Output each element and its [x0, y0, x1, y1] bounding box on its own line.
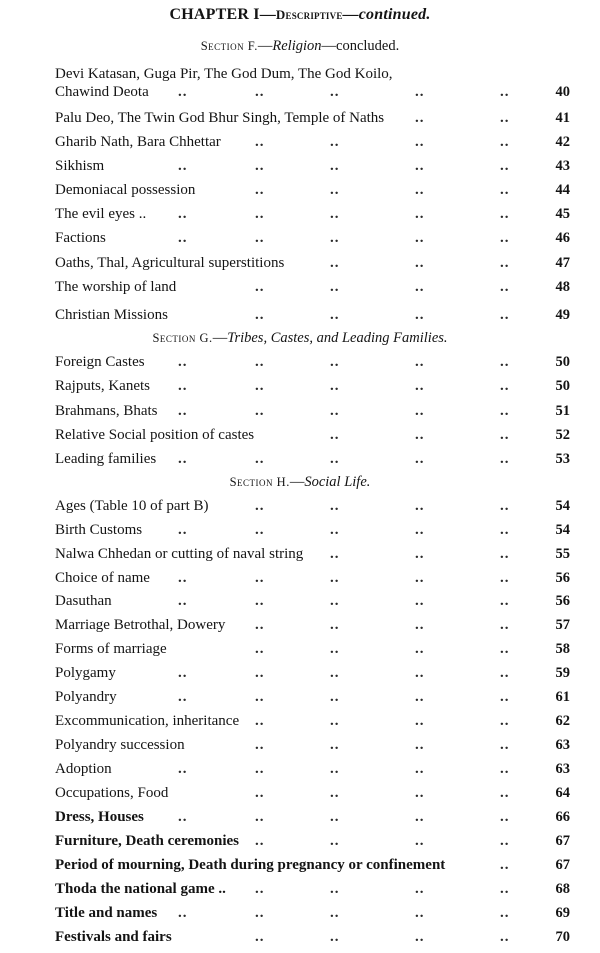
- leader-dots: ..: [415, 206, 425, 222]
- leader-dots: ..: [255, 833, 265, 849]
- toc-entry: [55, 833, 570, 855]
- leader-dots: ..: [500, 378, 510, 394]
- leader-dots: ..: [330, 737, 340, 753]
- leader-dots: ..: [415, 158, 425, 174]
- leader-dots: ..: [415, 761, 425, 777]
- toc-entry-page: 42: [555, 134, 570, 150]
- leader-dots: ..: [500, 593, 510, 609]
- toc-entry-title: Thoda the national game ..: [55, 881, 226, 897]
- toc-entry-title: Dress, Houses: [55, 809, 144, 825]
- leader-dots: ..: [415, 905, 425, 921]
- leader-dots: ..: [330, 255, 340, 271]
- leader-dots: ..: [255, 134, 265, 150]
- leader-dots: ..: [255, 378, 265, 394]
- leader-dots: ..: [255, 737, 265, 753]
- leader-dots: ..: [255, 713, 265, 729]
- leader-dots: ..: [330, 498, 340, 514]
- leader-dots: ..: [255, 929, 265, 945]
- leader-dots: ..: [415, 498, 425, 514]
- leader-dots: ..: [415, 255, 425, 271]
- toc-entry: [55, 403, 570, 425]
- toc-entry-title: Demoniacal possession: [55, 182, 196, 198]
- leader-dots: ..: [255, 665, 265, 681]
- leader-dots: ..: [255, 522, 265, 538]
- leader-dots: ..: [330, 522, 340, 538]
- toc-entry-page: 50: [555, 378, 570, 394]
- toc-entry-page: 49: [555, 307, 570, 323]
- leader-dots: ..: [330, 713, 340, 729]
- section-label: Section F.: [200, 39, 258, 53]
- toc-entry: [55, 230, 570, 252]
- chapter-heading: CHAPTER I—Descriptive—continued.: [169, 6, 431, 23]
- toc-entry-page: 44: [555, 182, 570, 198]
- toc-entry-title: Foreign Castes: [55, 354, 145, 370]
- toc-entry-page: 48: [555, 279, 570, 295]
- leader-dots: ..: [500, 255, 510, 271]
- leader-dots: ..: [500, 134, 510, 150]
- leader-dots: ..: [178, 378, 188, 394]
- leader-dots: ..: [500, 881, 510, 897]
- toc-entry-title: Period of mourning, Death during pregnancy or confinement: [55, 857, 446, 873]
- leader-dots: ..: [330, 665, 340, 681]
- toc-entry-title-continued: Chawind Deota: [55, 84, 149, 100]
- chapter-prefix: CHAPTER I: [169, 6, 260, 23]
- leader-dots: ..: [178, 84, 188, 100]
- toc-entry: [55, 427, 570, 449]
- section-title: Tribes, Castes, and Leading Families.: [227, 330, 448, 346]
- leader-dots: ..: [178, 593, 188, 609]
- toc-entry-title: Oaths, Thal, Agricultural superstitions: [55, 255, 285, 271]
- toc-entry-title: Gharib Nath, Bara Chhettar: [55, 134, 221, 150]
- toc-entry-page: 69: [555, 905, 570, 921]
- leader-dots: ..: [500, 929, 510, 945]
- toc-entry-page: 40: [555, 84, 570, 100]
- chapter-name: Descriptive: [275, 7, 343, 22]
- section-heading: Section F.—Religion—concluded.: [200, 38, 400, 54]
- leader-dots: ..: [500, 809, 510, 825]
- toc-entry-page: 55: [555, 546, 570, 562]
- toc-entry: [55, 881, 570, 903]
- leader-dots: ..: [500, 84, 510, 100]
- leader-dots: ..: [500, 230, 510, 246]
- toc-entry-page: 51: [555, 403, 570, 419]
- toc-entry-page: 56: [555, 593, 570, 609]
- toc-entry: [55, 617, 570, 639]
- toc-entry-title: The worship of land: [55, 279, 177, 295]
- leader-dots: ..: [178, 905, 188, 921]
- leader-dots: ..: [500, 110, 510, 126]
- leader-dots: ..: [178, 570, 188, 586]
- leader-dots: ..: [500, 785, 510, 801]
- leader-dots: ..: [255, 158, 265, 174]
- leader-dots: ..: [255, 403, 265, 419]
- toc-entry-title: Furniture, Death ceremonies: [55, 833, 239, 849]
- leader-dots: ..: [500, 158, 510, 174]
- leader-dots: ..: [255, 761, 265, 777]
- toc-entry-page: 67: [555, 833, 570, 849]
- toc-entry: [55, 378, 570, 400]
- leader-dots: ..: [178, 689, 188, 705]
- toc-entry-page: 61: [555, 689, 570, 705]
- toc-entry-title: Forms of marriage: [55, 641, 167, 657]
- toc-entry-page: 56: [555, 570, 570, 586]
- toc-entry: [55, 737, 570, 759]
- toc-entry-title: Christian Missions: [55, 307, 168, 323]
- leader-dots: ..: [500, 665, 510, 681]
- leader-dots: ..: [500, 403, 510, 419]
- leader-dots: ..: [178, 665, 188, 681]
- toc-entry-page: 68: [555, 881, 570, 897]
- toc-entry: [55, 134, 570, 156]
- leader-dots: ..: [415, 593, 425, 609]
- leader-dots: ..: [500, 427, 510, 443]
- toc-entry-title: Occupations, Food: [55, 785, 169, 801]
- leader-dots: ..: [255, 230, 265, 246]
- leader-dots: ..: [500, 737, 510, 753]
- toc-entry-page: 70: [555, 929, 570, 945]
- leader-dots: ..: [255, 641, 265, 657]
- toc-entry-page: 41: [555, 110, 570, 126]
- toc-entry-title: Marriage Betrothal, Dowery: [55, 617, 226, 633]
- toc-entry-title: Relative Social position of castes: [55, 427, 255, 443]
- leader-dots: ..: [415, 809, 425, 825]
- toc-entry-page: 57: [555, 617, 570, 633]
- leader-dots: ..: [178, 206, 188, 222]
- toc-entry-page: 59: [555, 665, 570, 681]
- leader-dots: ..: [415, 354, 425, 370]
- leader-dots: ..: [330, 158, 340, 174]
- leader-dots: ..: [415, 378, 425, 394]
- leader-dots: ..: [415, 546, 425, 562]
- leader-dots: ..: [255, 689, 265, 705]
- leader-dots: ..: [415, 833, 425, 849]
- toc-entry: [55, 857, 570, 879]
- leader-dots: ..: [330, 689, 340, 705]
- leader-dots: ..: [500, 689, 510, 705]
- toc-entry-title: Polyandry succession: [55, 737, 185, 753]
- section-title: Religion: [272, 38, 322, 54]
- toc-entry: [55, 522, 570, 544]
- toc-entry: [55, 929, 570, 951]
- leader-dots: ..: [415, 522, 425, 538]
- leader-dots: ..: [255, 307, 265, 323]
- toc-entry-page: 67: [555, 857, 570, 873]
- toc-entry-page: 63: [555, 761, 570, 777]
- leader-dots: ..: [330, 570, 340, 586]
- leader-dots: ..: [415, 230, 425, 246]
- toc-entry: [55, 206, 570, 228]
- leader-dots: ..: [178, 451, 188, 467]
- toc-entry: [55, 110, 570, 132]
- leader-dots: ..: [330, 206, 340, 222]
- section-title: Social Life.: [304, 474, 371, 490]
- toc-entry: [55, 255, 570, 277]
- leader-dots: ..: [500, 570, 510, 586]
- toc-entry: [55, 905, 570, 927]
- leader-dots: ..: [500, 857, 510, 873]
- toc-entry: [55, 158, 570, 180]
- toc-entry-title: Title and names: [55, 905, 158, 921]
- leader-dots: ..: [255, 785, 265, 801]
- leader-dots: ..: [330, 403, 340, 419]
- leader-dots: ..: [500, 206, 510, 222]
- toc-entry-page: 54: [555, 522, 570, 538]
- leader-dots: ..: [500, 833, 510, 849]
- toc-entry-page: 50: [555, 354, 570, 370]
- section-label: Section H.: [229, 475, 290, 489]
- toc-entry-title: Festivals and fairs: [55, 929, 172, 945]
- leader-dots: ..: [415, 617, 425, 633]
- leader-dots: ..: [415, 570, 425, 586]
- toc-entry-page: 45: [555, 206, 570, 222]
- toc-entry-page: 52: [555, 427, 570, 443]
- leader-dots: ..: [255, 84, 265, 100]
- leader-dots: ..: [500, 279, 510, 295]
- leader-dots: ..: [330, 134, 340, 150]
- leader-dots: ..: [415, 427, 425, 443]
- leader-dots: ..: [255, 451, 265, 467]
- toc-entry: [55, 570, 570, 592]
- toc-entry-title: Rajputs, Kanets: [55, 378, 150, 394]
- toc-entry: [55, 182, 570, 204]
- leader-dots: ..: [255, 809, 265, 825]
- leader-dots: ..: [330, 593, 340, 609]
- leader-dots: ..: [500, 546, 510, 562]
- leader-dots: ..: [500, 522, 510, 538]
- toc-entry: [55, 451, 570, 473]
- leader-dots: ..: [330, 84, 340, 100]
- toc-entry: [55, 809, 570, 831]
- toc-entry-title: Leading families: [55, 451, 157, 467]
- leader-dots: ..: [255, 881, 265, 897]
- leader-dots: ..: [255, 905, 265, 921]
- leader-dots: ..: [415, 713, 425, 729]
- toc-entry-page: 58: [555, 641, 570, 657]
- leader-dots: ..: [500, 307, 510, 323]
- leader-dots: ..: [255, 617, 265, 633]
- leader-dots: ..: [255, 593, 265, 609]
- leader-dots: ..: [415, 182, 425, 198]
- toc-entry: [55, 593, 570, 615]
- leader-dots: ..: [255, 206, 265, 222]
- leader-dots: ..: [330, 279, 340, 295]
- leader-dots: ..: [415, 737, 425, 753]
- toc-entry-title: Devi Katasan, Guga Pir, The God Dum, The God Koilo,: [55, 66, 393, 82]
- toc-entry-title: Adoption: [55, 761, 112, 777]
- leader-dots: ..: [415, 451, 425, 467]
- leader-dots: ..: [178, 809, 188, 825]
- leader-dots: ..: [255, 182, 265, 198]
- toc-entry: [55, 713, 570, 735]
- toc-entry-title: The evil eyes ..: [55, 206, 147, 222]
- leader-dots: ..: [500, 713, 510, 729]
- toc-entry-title: Nalwa Chhedan or cutting of naval string: [55, 546, 304, 562]
- leader-dots: ..: [415, 641, 425, 657]
- toc-entry-title: Choice of name: [55, 570, 150, 586]
- toc-entry: [55, 641, 570, 663]
- leader-dots: ..: [330, 617, 340, 633]
- toc-entry-page: 46: [555, 230, 570, 246]
- toc-entry-title: Polygamy: [55, 665, 116, 681]
- leader-dots: ..: [415, 881, 425, 897]
- toc-entry: [55, 665, 570, 687]
- leader-dots: ..: [330, 546, 340, 562]
- toc-entry-page: 66: [555, 809, 570, 825]
- leader-dots: ..: [500, 182, 510, 198]
- toc-entry-page: 47: [555, 255, 570, 271]
- leader-dots: ..: [330, 641, 340, 657]
- leader-dots: ..: [415, 929, 425, 945]
- leader-dots: ..: [330, 833, 340, 849]
- toc-entry-title: Palu Deo, The Twin God Bhur Singh, Temple of Naths: [55, 110, 385, 126]
- toc-entry-page: 64: [555, 785, 570, 801]
- leader-dots: ..: [500, 451, 510, 467]
- leader-dots: ..: [415, 403, 425, 419]
- leader-dots: ..: [255, 354, 265, 370]
- toc-entry-title: Dasuthan: [55, 593, 112, 609]
- leader-dots: ..: [330, 427, 340, 443]
- leader-dots: ..: [415, 134, 425, 150]
- leader-dots: ..: [178, 354, 188, 370]
- leader-dots: ..: [415, 665, 425, 681]
- leader-dots: ..: [415, 84, 425, 100]
- toc-entry: [55, 307, 570, 329]
- toc-entry-title: Factions: [55, 230, 106, 246]
- leader-dots: ..: [500, 617, 510, 633]
- toc-entry: [55, 689, 570, 711]
- leader-dots: ..: [415, 279, 425, 295]
- leader-dots: ..: [330, 354, 340, 370]
- leader-dots: ..: [415, 689, 425, 705]
- leader-dots: ..: [500, 354, 510, 370]
- leader-dots: ..: [415, 785, 425, 801]
- leader-dots: ..: [330, 761, 340, 777]
- leader-dots: ..: [500, 761, 510, 777]
- leader-dots: ..: [330, 182, 340, 198]
- leader-dots: ..: [330, 929, 340, 945]
- toc-entry-page: 53: [555, 451, 570, 467]
- toc-entry-title: Ages (Table 10 of part B): [55, 498, 209, 514]
- leader-dots: ..: [178, 230, 188, 246]
- toc-entry-page: 54: [555, 498, 570, 514]
- toc-entry-title: Excommunication, inheritance: [55, 713, 240, 729]
- section-suffix: concluded.: [336, 38, 400, 54]
- toc-entry: [55, 66, 570, 100]
- toc-entry-title: Brahmans, Bhats: [55, 403, 158, 419]
- leader-dots: ..: [255, 279, 265, 295]
- toc-entry: [55, 498, 570, 520]
- toc-entry-page: 63: [555, 737, 570, 753]
- leader-dots: ..: [255, 570, 265, 586]
- toc-entry-title: Polyandry: [55, 689, 117, 705]
- leader-dots: ..: [500, 498, 510, 514]
- leader-dots: ..: [330, 307, 340, 323]
- toc-entry: [55, 785, 570, 807]
- section-heading: Section H.—Social Life.: [229, 474, 371, 490]
- leader-dots: ..: [178, 403, 188, 419]
- leader-dots: ..: [500, 905, 510, 921]
- leader-dots: ..: [500, 641, 510, 657]
- leader-dots: ..: [330, 378, 340, 394]
- toc-entry-title: Birth Customs: [55, 522, 143, 538]
- leader-dots: ..: [178, 158, 188, 174]
- toc-entry: [55, 761, 570, 783]
- toc-entry-page: 62: [555, 713, 570, 729]
- section-label: Section G.: [152, 331, 213, 345]
- leader-dots: ..: [330, 905, 340, 921]
- leader-dots: ..: [178, 522, 188, 538]
- toc-entry-title: Sikhism: [55, 158, 105, 174]
- chapter-suffix: continued.: [358, 6, 431, 23]
- leader-dots: ..: [330, 230, 340, 246]
- leader-dots: ..: [415, 307, 425, 323]
- leader-dots: ..: [330, 785, 340, 801]
- leader-dots: ..: [255, 498, 265, 514]
- toc-entry-page: 43: [555, 158, 570, 174]
- toc-entry: [55, 354, 570, 376]
- leader-dots: ..: [330, 881, 340, 897]
- leader-dots: ..: [330, 451, 340, 467]
- toc-entry: [55, 279, 570, 301]
- leader-dots: ..: [178, 761, 188, 777]
- leader-dots: ..: [415, 110, 425, 126]
- section-heading: Section G.—Tribes, Castes, and Leading Families.: [152, 330, 448, 346]
- leader-dots: ..: [330, 809, 340, 825]
- toc-entry: [55, 546, 570, 568]
